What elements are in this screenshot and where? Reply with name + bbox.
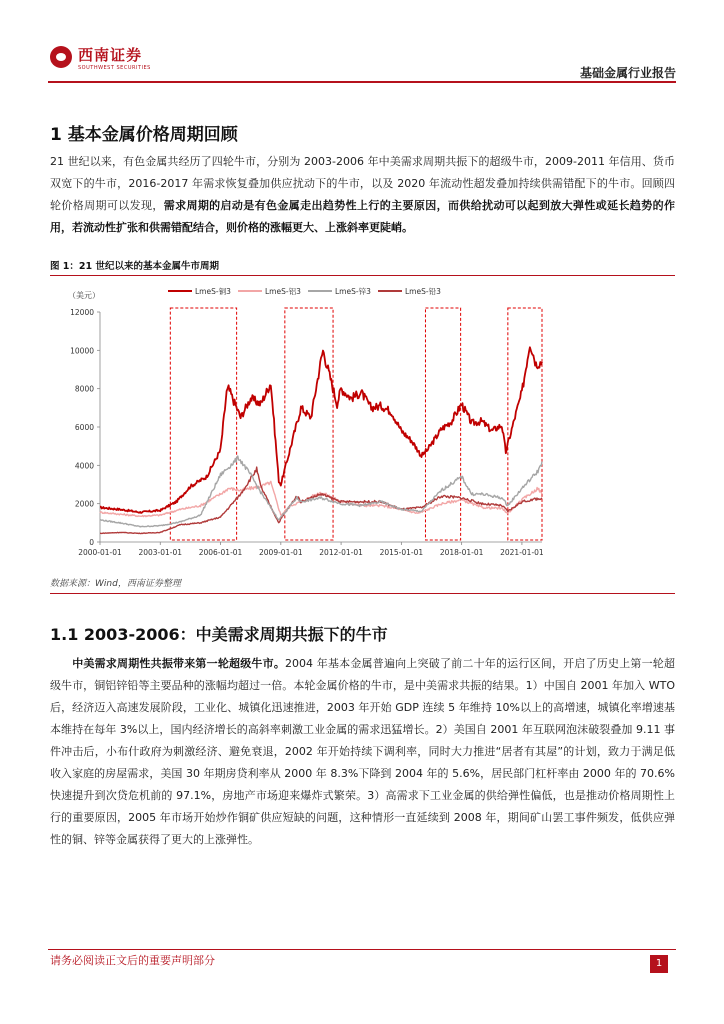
source-divider <box>50 593 675 594</box>
figure-title-divider <box>50 275 675 276</box>
page-number: 1 <box>650 955 668 973</box>
x-tick-label: 2021-01-01 <box>500 548 544 557</box>
section-heading: 1 基本金属价格周期回顾 <box>50 125 238 145</box>
figure-source: 数据来源：Wind，西南证券整理 <box>50 579 181 589</box>
series-line <box>100 347 542 513</box>
series-line <box>100 456 542 527</box>
x-tick-label: 2009-01-01 <box>259 548 303 557</box>
legend-label: LmeS-锌3 <box>335 287 371 296</box>
bull-market-period-box <box>425 308 460 540</box>
x-tick-label: 2006-01-01 <box>198 548 243 557</box>
subsection-bold-lead: 中美需求周期性共振带来第一轮超级牛市。 <box>72 657 286 670</box>
subsection-heading: 1.1 2003-2006：中美需求周期共振下的牛市 <box>50 625 388 644</box>
logo-emblem-icon <box>50 46 72 68</box>
y-tick-label: 10000 <box>70 346 94 356</box>
x-tick-label: 2000-01-01 <box>78 548 122 557</box>
series-line <box>100 481 542 516</box>
y-tick-label: 2000 <box>74 499 94 509</box>
legend-label: LmeS-铅3 <box>405 287 441 296</box>
y-tick-label: 12000 <box>70 308 94 317</box>
series-line <box>100 467 542 533</box>
y-tick-label: 4000 <box>74 461 94 471</box>
subsection-paragraph <box>50 653 675 851</box>
y-tick-label: 6000 <box>74 423 94 432</box>
y-tick-label: 0 <box>89 538 94 547</box>
intro-text: 21 世纪以来，有色金属共经历了四轮牛市，分别为 2003-2006 年中美需求周期共振下的超级牛市，2009-2011 年信用、货币双宽下的牛市，2016-2017 年需求恢复叠加供应扰动下的牛市，以及 2020 年流动性超发叠加持续供需错配下的牛市。回顾四轮价格周期可以发现， <box>50 155 675 212</box>
y-axis-unit-label: （美元） <box>68 291 100 300</box>
company-logo <box>48 44 188 78</box>
subsection-text: 2004 年基本金属普遍向上突破了前二十年的运行区间，开启了历史上第一轮超级牛市，铜铝锌铅等主要品种的涨幅均超过一倍。本轮金属价格的牛市，是中美需求共振的结果。1）中国自 2001 年加入 WTO 后，经济迈入高速发展阶段，工业化、城镇化迅速推进，2003 年开始 GDP 连续 5 年维持 10%以上的高增速，城镇化率增速基本维持在每年 3%以上，国内经济增长的高斜率刺激工业金属的需求迅猛增长。2）美国自 2001 年互联网泡沫破裂叠加 9.11 事件冲击后，小布什政府为刺激经济、避免衰退，2002 年开始持续下调利率，同时大力推进“居者有其屋”的计划，致力于满足低收入家庭的房屋需求，美国 30 年期房贷利率从 2000 年 8.3%下降到 2004 年的 5.6%，居民部门杠杆率由 2000 年的 70.6%快速提升到次贷危机前的 97.1%，房地产市场迎来爆炸式繁荣。3）高需求下工业金属的供给弹性偏低，也是推动价格周期性上行的重要原因，2005 年市场开始炒作铜矿供应短缺的问题，这种情形一直延续到 2008 年，期间矿山罢工事件频发，低供应弹性的铜、锌等金属获得了更大的上涨弹性。 <box>50 657 675 846</box>
x-tick-label: 2012-01-01 <box>319 548 363 557</box>
intro-paragraph <box>50 151 675 239</box>
metal-price-chart <box>50 280 675 572</box>
figure-title: 图 1：21 世纪以来的基本金属牛市周期 <box>50 261 219 272</box>
footer-disclaimer: 请务必阅读正文后的重要声明部分 <box>50 954 215 967</box>
legend-label: LmeS-铝3 <box>265 287 301 296</box>
x-tick-label: 2003-01-01 <box>138 548 183 557</box>
footer-divider <box>48 949 676 950</box>
report-type-title: 基础金属行业报告 <box>579 66 676 80</box>
intro-bold-conclusion: 需求周期的启动是有色金属走出趋势性上行的主要原因，而供给扰动可以起到放大弹性或延长趋势的作用，若流动性扩张和供需错配结合，则价格的涨幅更大、上涨斜率更陡峭。 <box>50 199 675 234</box>
logo-english-name: SOUTHWEST SECURITIES <box>78 65 151 71</box>
header-divider <box>48 81 676 83</box>
x-tick-label: 2015-01-01 <box>379 548 424 557</box>
logo-chinese-name: 西南证券 <box>78 46 143 64</box>
legend-label: LmeS-铜3 <box>195 287 231 296</box>
y-tick-label: 8000 <box>74 384 94 394</box>
chart-legend <box>168 286 441 296</box>
x-tick-label: 2018-01-01 <box>439 548 484 557</box>
